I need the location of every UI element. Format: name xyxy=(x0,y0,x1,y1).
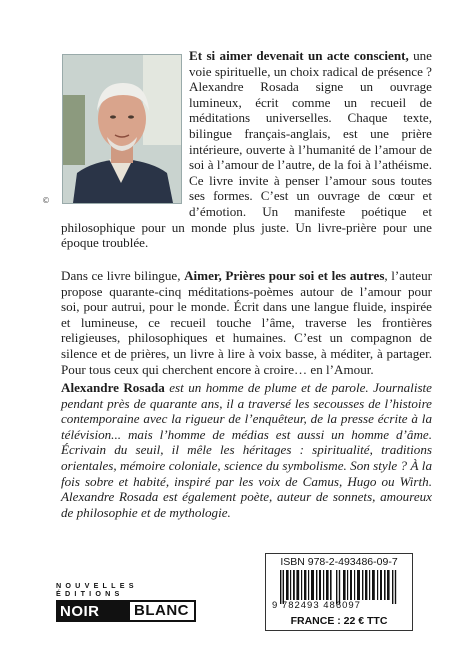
description-intro: Dans ce livre bilingue, xyxy=(61,268,185,283)
price-label: FRANCE : 22 € TTC xyxy=(290,615,388,627)
isbn-barcode-box xyxy=(265,553,413,631)
publisher-logo xyxy=(56,581,196,641)
blurb-body: une voie spirituelle, un choix radical de présence ? Alexandre Rosada signe un ouvrage lumineux, écrit comme un recueil de méditations universelles. Chaque texte, bilingue français-anglais, est une prière intérieure, ouverte à l’humanité de l’amour de soi à l’amour de l’autre, de la foi à l’athéisme. Ce livre invite à penser l’amour sous toutes ses formes. C’est un ouvrage de cœur et d’émotion. Un manifeste poétique et philosophique pour un monde plus juste. Un livre-prière pour une époque troublée. xyxy=(61,48,432,251)
publisher-wordmark-dark: NOIR AU xyxy=(56,600,130,622)
book-description xyxy=(61,268,432,377)
author-name: Alexandre Rosada xyxy=(61,380,165,395)
book-title: Aimer, Prières pour soi et les autres xyxy=(184,268,385,283)
blurb-lead: Et si aimer devenait un acte conscient, xyxy=(189,48,409,63)
barcode-digits: 9 782493 486097 xyxy=(272,600,361,611)
photo-copyright-mark: © xyxy=(42,196,50,205)
publisher-wordmark xyxy=(56,600,196,641)
description-body: , l’auteur propose quarante-cinq méditations-poèmes autour de l’amour pour soi, pour autrui, pour le monde. Écrit dans une langue fluide, inspirée et lumineuse, ce recueil touche l’âme, traverse les frontières religieuses, philosophiques et humaines. C’est un compagnon de silence et de prières, un livre à lire à voix basse, à méditer, à partager. Pour tous ceux qui cherchent encore à croire… en l’Amour. xyxy=(61,268,432,377)
author-bio xyxy=(61,380,432,520)
barcode-image xyxy=(280,570,398,604)
publisher-line-1: NOUVELLES xyxy=(56,581,138,590)
back-cover-blurb xyxy=(61,48,432,251)
publisher-line-2: ÉDITIONS xyxy=(56,589,124,598)
publisher-wordmark-light: BLANC xyxy=(130,600,196,622)
isbn-label: ISBN 978-2-493486-09-7 xyxy=(280,556,398,568)
author-bio-text: est un homme de plume et de parole. Journaliste pendant près de quarante ans, il a traversé les secousses de l’histoire contemporaine avec la rigueur de l’enquêteur, de la presse écrite à la télévision... mais l’homme de médias est aussi un homme d’âme. Écrivain du seuil, il mêle les héritages : spiritualité, traditions orientales, mémoire coloniale, science du symbolisme. Son style ? À la fois sobre et habité, inspiré par les voix de Camus, Hugo ou Wirth. Alexandre Rosada est également poète, auteur de sonnets, amoureux de philosophie et de mythologie. xyxy=(61,380,432,520)
